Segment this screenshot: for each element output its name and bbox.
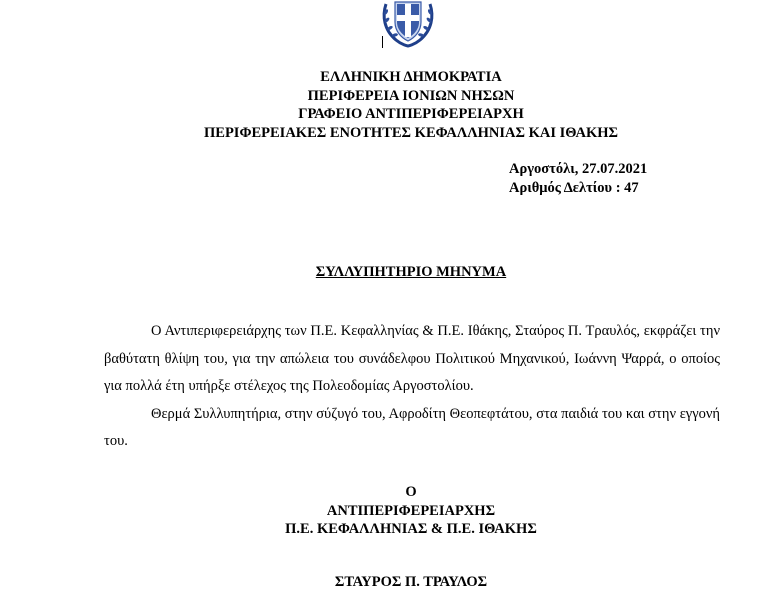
header-line-office: ΓΡΑΦΕΙΟ ΑΝΤΙΠΕΡΙΦΕΡΕΙΑΡΧΗ — [298, 106, 524, 123]
paragraph-condolence: Ο Αντιπεριφερειάρχης των Π.Ε. Κεφαλληνίας & Π.Ε. Ιθάκης, Σταύρος Π. Τραυλός, εκφράζει την βαθύτατη θλίψη του, για την απώλεια του συνάδελφου Πολιτικού Μηχανικού, Ιωάννη Ψαρρά, ο οποίος για πολλά έτη υπήρξε στέλεχος της Πολεοδομίας Αργοστολίου. — [104, 323, 720, 394]
signer-name: ΣΤΑΥΡΟΣ Π. ΤΡΑΥΛΟΣ — [334, 574, 488, 590]
signature-article: Ο — [405, 484, 417, 500]
document-title: ΣΥΛΛΥΠΗΤΗΡΙΟ ΜΗΝΥΜΑ — [315, 264, 507, 280]
issuer-header — [0, 68, 774, 143]
bulletin-number: Αριθμός Δελτίου : 47 — [509, 180, 639, 196]
text-cursor — [382, 36, 383, 48]
header-line-country: ΕΛΛΗΝΙΚΗ ΔΗΜΟΚΡΑΤΙΑ — [320, 69, 502, 85]
greek-coat-of-arms-icon — [378, 0, 438, 48]
signature-block — [0, 483, 774, 539]
header-line-region: ΠΕΡΙΦΕΡΕΙΑ ΙΟΝΙΩΝ ΝΗΣΩΝ — [307, 87, 515, 104]
signature-units: Π.Ε. ΚΕΦΑΛΛΗΝΙΑΣ & Π.Ε. ΙΘΑΚΗΣ — [285, 521, 537, 537]
paragraph-family: Θερμά Συλλυπητήρια, στην σύζυγό του, Αφροδίτη Θεοπεφτάτου, στα παιδιά του και στην εγγονή του. — [104, 405, 720, 449]
header-line-units: ΠΕΡΙΦΕΡΕΙΑΚΕΣ ΕΝΟΤΗΤΕΣ ΚΕΦΑΛΛΗΝΙΑΣ ΚΑΙ ΙΘΑΚΗΣ — [204, 125, 618, 142]
signature-role: ΑΝΤΙΠΕΡΙΦΕΡΕΙΑΡΧΗΣ — [326, 502, 496, 519]
date-block — [509, 160, 647, 198]
message-body — [104, 318, 720, 456]
place-date: Αργοστόλι, 27.07.2021 — [509, 161, 648, 177]
